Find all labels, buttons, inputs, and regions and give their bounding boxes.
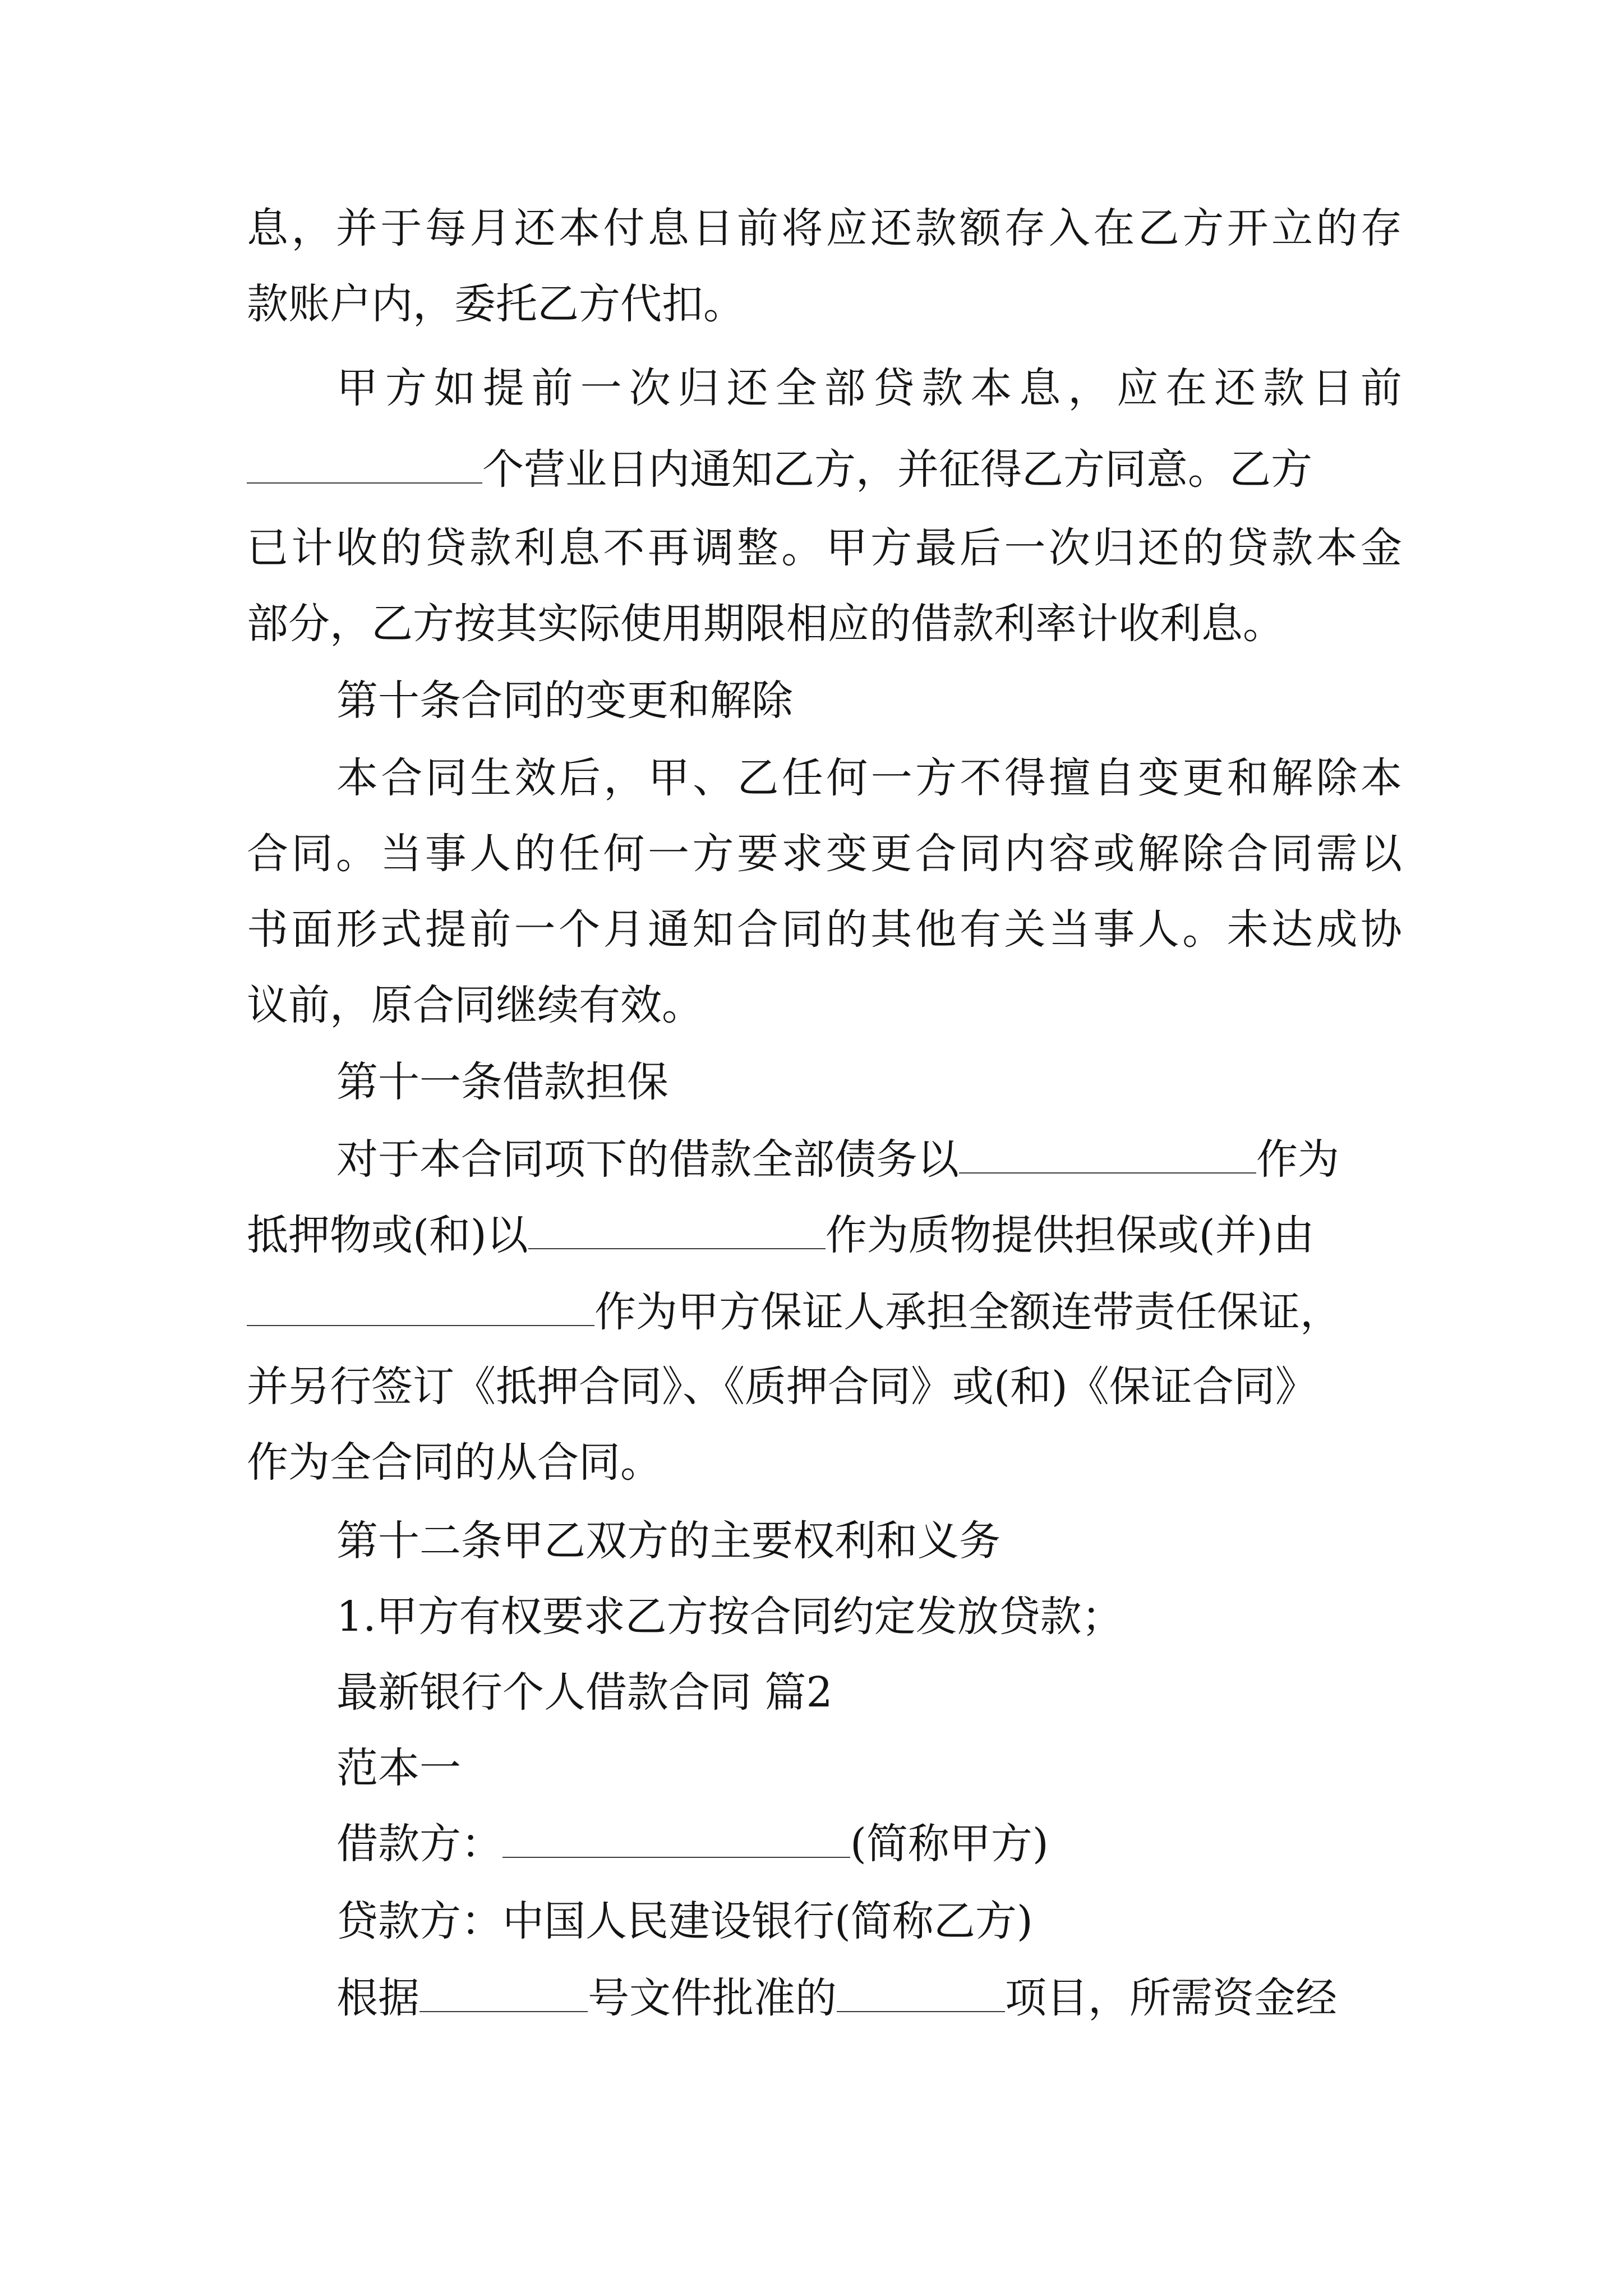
paragraph-line: 合同。当事人的任何一方要求变更合同内容或解除合同需以 [247, 830, 1402, 878]
paragraph-line [336, 1806, 1402, 1882]
text-run: 个营业日内通知乙方，并征得乙方同意。乙方 [482, 445, 1312, 494]
text-run: 借款方： [336, 1820, 502, 1868]
fill-in-blank [502, 1818, 850, 1858]
paragraph-line: 甲方如提前一次归还全部贷款本息，应在还款日前 [336, 364, 1402, 412]
text-run: 抵押物或(和)以 [247, 1211, 528, 1259]
paragraph-line: 书面形式提前一个月通知合同的其他有关当事人。未达成协 [247, 905, 1402, 954]
paragraph-line [247, 1198, 1402, 1273]
article-title: 第十条合同的变更和解除 [336, 677, 793, 725]
list-item: 1.甲方有权要求乙方按合同约定发放贷款； [336, 1593, 1123, 1641]
article-title: 第十一条借款担保 [336, 1058, 668, 1106]
paragraph-line: 议前，原合同继续有效。 [247, 981, 703, 1029]
fill-in-blank [959, 1133, 1256, 1174]
paragraph-line [336, 1122, 1402, 1198]
paragraph-line [336, 1961, 1402, 2036]
text-run: (简称甲方) [850, 1820, 1049, 1868]
text-run: 项目，所需资金经 [1005, 1974, 1337, 2022]
fill-in-blank [247, 443, 482, 484]
text-run: 根据 [336, 1974, 419, 2022]
text-run: 作为 [1256, 1135, 1339, 1184]
fill-in-blank [528, 1209, 826, 1249]
paragraph-line: 部分，乙方按其实际使用期限相应的借款利率计收利息。 [247, 600, 1284, 648]
template-label: 范本一 [336, 1744, 461, 1792]
paragraph-line: 作为全合同的从合同。 [247, 1438, 662, 1487]
paragraph-line [247, 1274, 1402, 1350]
section-heading: 最新银行个人借款合同 篇2 [336, 1668, 833, 1717]
text-run: 对于本合同项下的借款全部债务以 [336, 1135, 959, 1184]
paragraph-line: 并另行签订《抵押合同》、《质押合同》或(和)《保证合同》 [247, 1363, 1317, 1411]
fill-in-blank [837, 1972, 1005, 2012]
paragraph-line: 贷款方：中国人民建设银行(简称乙方) [336, 1897, 1033, 1945]
paragraph-line: 款账户内，委托乙方代扣。 [247, 280, 745, 328]
paragraph-line: 已计收的贷款利息不再调整。甲方最后一次归还的贷款本金 [247, 524, 1402, 572]
fill-in-blank [419, 1972, 588, 2012]
paragraph-line: 本合同生效后，甲、乙任何一方不得擅自变更和解除本 [336, 754, 1402, 802]
fill-in-blank [247, 1286, 594, 1326]
text-run: 作为甲方保证人承担全额连带责任保证， [594, 1288, 1341, 1336]
paragraph-line [247, 432, 1402, 508]
text-run: 号文件批准的 [588, 1974, 837, 2022]
article-title: 第十二条甲乙双方的主要权利和义务 [336, 1517, 1000, 1565]
paragraph-line: 息，并于每月还本付息日前将应还款额存入在乙方开立的存 [247, 204, 1402, 252]
text-run: 作为质物提供担保或(并)由 [825, 1211, 1315, 1259]
